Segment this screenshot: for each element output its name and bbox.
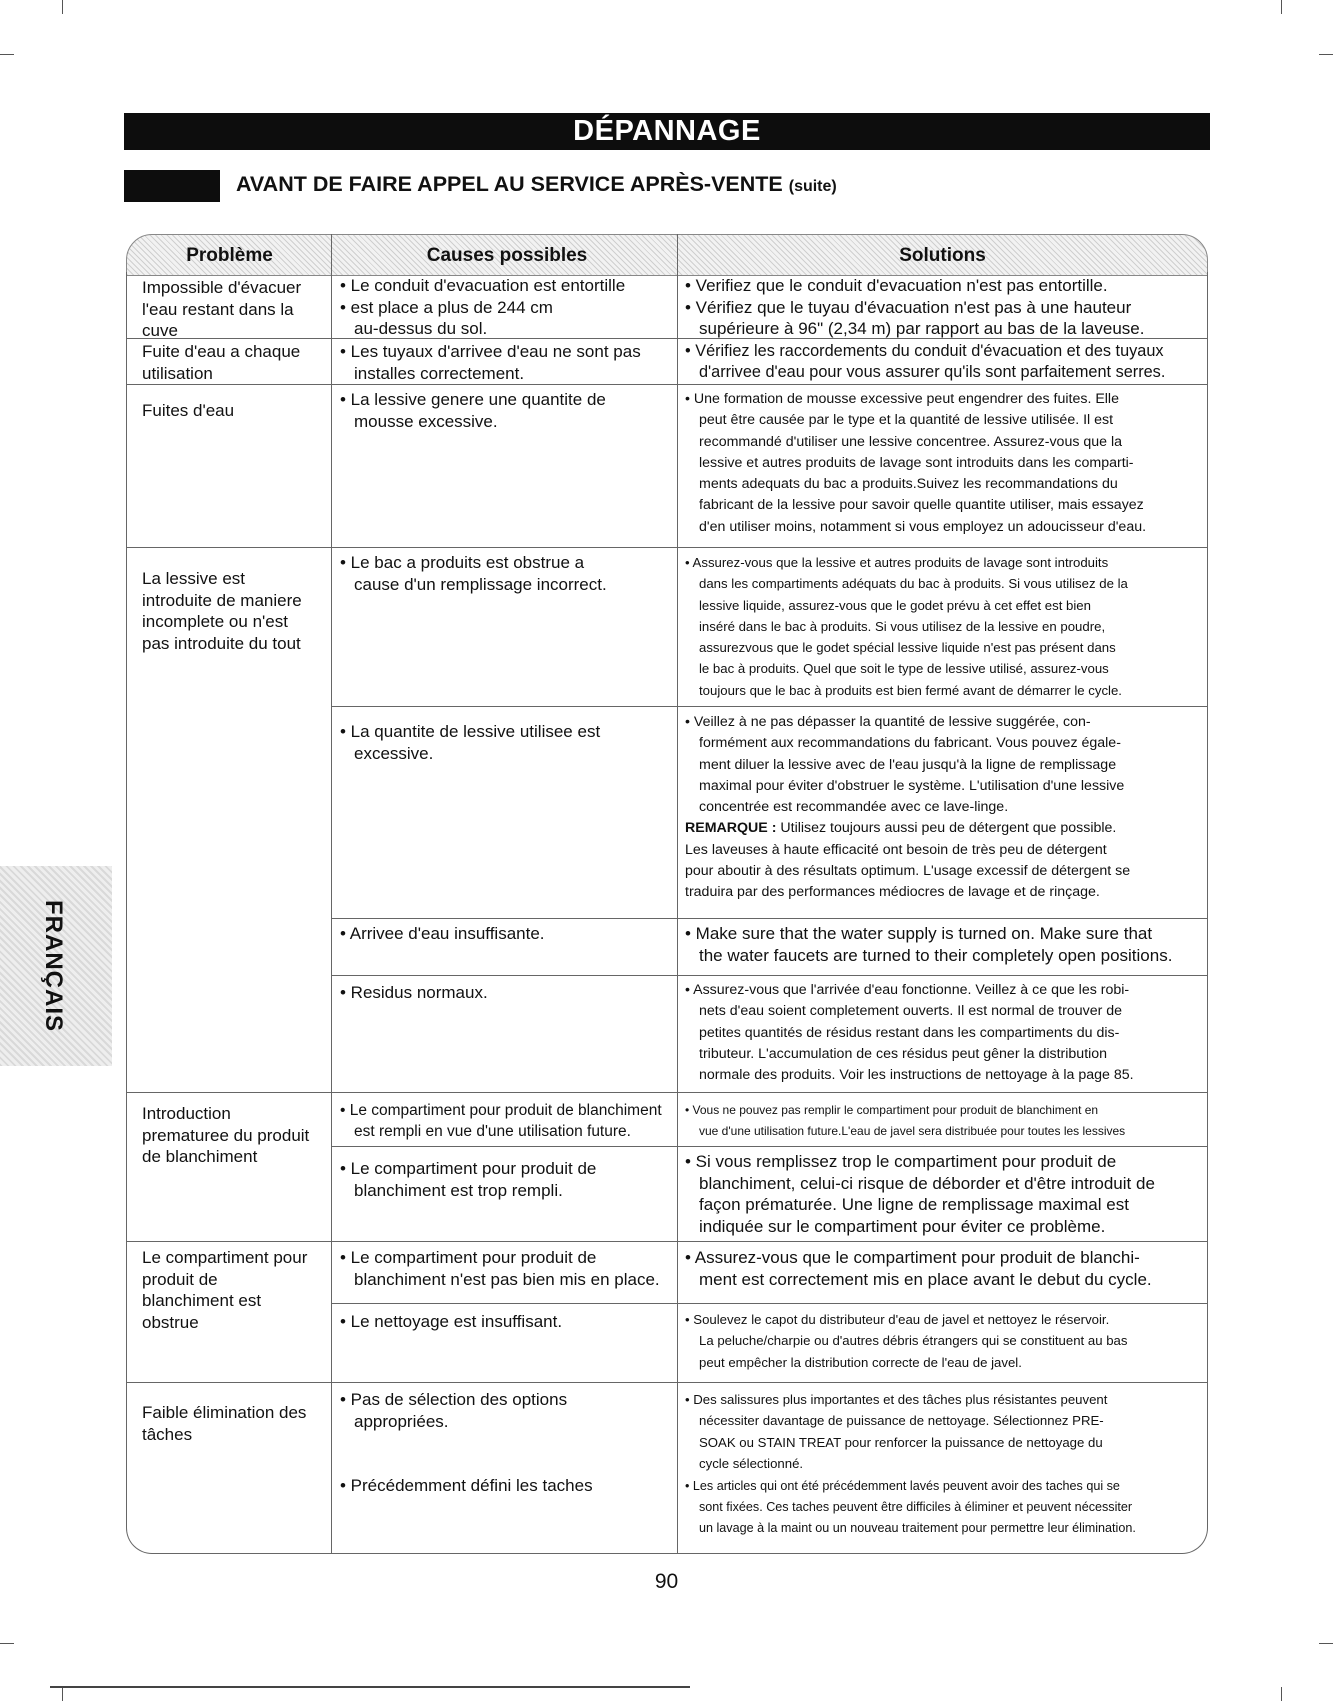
cause-cell bbox=[340, 1389, 567, 1432]
problem-line: Introduction bbox=[142, 1104, 231, 1123]
problem-cell bbox=[142, 277, 301, 342]
column-divider bbox=[331, 234, 332, 1554]
solution-line: • Veillez à ne pas dépasser la quantité de lessive suggérée, con- bbox=[685, 714, 1091, 730]
solution-line: maximal pour éviter d'obstruer le système. L'utilisation d'une lessive bbox=[699, 777, 1125, 794]
solution-line: cycle sélectionné. bbox=[699, 1455, 804, 1471]
solution-cell bbox=[685, 980, 1134, 1086]
page-number: 90 bbox=[654, 1570, 679, 1593]
header-solutions: Solutions bbox=[899, 245, 986, 266]
problem-cell bbox=[142, 1402, 306, 1445]
problem-line: pas introduite du tout bbox=[142, 633, 301, 653]
cause-line: • La lessive genere une quantite de bbox=[340, 390, 606, 409]
heading-marker bbox=[124, 170, 220, 202]
problem-line: Le compartiment pour bbox=[142, 1248, 308, 1267]
cause-cell bbox=[340, 721, 600, 764]
problem-line: blanchiment est bbox=[142, 1291, 262, 1310]
solution-cell bbox=[685, 341, 1165, 384]
cause-cell bbox=[340, 1311, 562, 1333]
solution-line: • Assurez-vous que la lessive et autres produits de lavage sont introduits bbox=[685, 555, 1109, 570]
solution-cell bbox=[685, 1100, 1125, 1142]
solution-line: • Soulevez le capot du distributeur d'eau de javel et nettoyez le réservoir. bbox=[685, 1312, 1110, 1327]
solution-line: d'en utiliser moins, notamment si vous employez un adoucisseur d'eau. bbox=[699, 518, 1147, 535]
solution-cell bbox=[685, 712, 1130, 904]
solution-line: formément aux recommandations du fabricant. Vous pouvez égale- bbox=[699, 735, 1121, 752]
solution-cell bbox=[685, 1389, 1107, 1474]
row-divider bbox=[331, 706, 1208, 707]
solution-line: • Vous ne pouvez pas remplir le compartiment pour produit de blanchiment en bbox=[685, 1103, 1099, 1117]
row-divider bbox=[126, 1092, 1208, 1093]
cause-line: • Le nettoyage est insuffisant. bbox=[340, 1312, 563, 1331]
solution-line: d'arrivee d'eau pour vous assurer qu'ils sont parfaitement serres. bbox=[699, 363, 1166, 382]
solution-line: • Une formation de mousse excessive peut engendrer des fuites. Elle bbox=[685, 391, 1119, 407]
crop-mark bbox=[1319, 1643, 1333, 1644]
cause-line: • Residus normaux. bbox=[340, 983, 488, 1002]
row-divider bbox=[126, 547, 1208, 548]
cause-cell bbox=[340, 1247, 660, 1290]
cause-line: au-dessus du sol. bbox=[354, 319, 488, 338]
crop-mark bbox=[62, 1687, 63, 1701]
row-divider bbox=[331, 918, 1208, 919]
crop-mark bbox=[1281, 1687, 1282, 1701]
cause-line: • Le compartiment pour produit de bbox=[340, 1248, 597, 1267]
cause-line: blanchiment est trop rempli. bbox=[354, 1180, 563, 1200]
problem-line: Faible élimination des bbox=[142, 1403, 307, 1422]
problem-line: Impossible d'évacuer bbox=[142, 278, 302, 297]
table-header bbox=[126, 234, 1208, 276]
solution-line: • Vérifiez les raccordements du conduit d'évacuation et des tuyaux bbox=[685, 342, 1164, 360]
solution-line: concentrée est recommandée avec ce lave-linge. bbox=[699, 799, 1009, 816]
troubleshooting-table bbox=[126, 234, 1208, 1555]
cause-cell bbox=[340, 552, 607, 595]
solution-line: • Make sure that the water supply is turned on. Make sure that bbox=[685, 924, 1153, 943]
solution-line: the water faucets are turned to their completely open positions. bbox=[699, 945, 1173, 965]
row-divider bbox=[331, 1146, 1208, 1147]
problem-cell bbox=[142, 341, 300, 384]
solution-line: un lavage à la maint ou un nouveau traitement pour permettre leur élimination. bbox=[699, 1521, 1136, 1535]
cause-cell bbox=[340, 923, 545, 945]
solution-line: dans les compartiments adéquats du bac à produits. Si vous utilisez de la bbox=[699, 576, 1128, 592]
cause-line: cause d'un remplissage incorrect. bbox=[354, 574, 607, 594]
solution-cell bbox=[685, 552, 1128, 701]
solution-line: • Des salissures plus importantes et des tâches plus résistantes peuvent bbox=[685, 1392, 1108, 1407]
cause-cell bbox=[340, 1475, 593, 1497]
solution-line: ment est correctement mis en place avant le debut du cycle. bbox=[699, 1269, 1152, 1289]
solution-line: • Assurez-vous que l'arrivée d'eau fonctionne. Veillez à ce que les robi- bbox=[685, 982, 1130, 998]
solution-line: fabricant de la lessive pour savoir quelle quantite utiliser, mais essayez bbox=[699, 497, 1144, 514]
solution-line: recommandé d'utiliser une lessive concentree. Assurez-vous que la bbox=[699, 433, 1123, 450]
problem-line: produit de bbox=[142, 1269, 218, 1289]
solution-line: blanchiment, celui-ci risque de déborder et d'être introduit de bbox=[699, 1173, 1155, 1193]
solution-line: • Assurez-vous que le compartiment pour produit de blanchi- bbox=[685, 1248, 1140, 1267]
cause-line: • Arrivee d'eau insuffisante. bbox=[340, 924, 545, 943]
cause-line: • Pas de sélection des options bbox=[340, 1390, 568, 1409]
cause-line: • Le bac a produits est obstrue a bbox=[340, 553, 585, 572]
subsection-heading bbox=[236, 172, 837, 197]
solution-line: indiquée sur le compartiment pour éviter ce problème. bbox=[699, 1216, 1106, 1236]
cause-line: appropriées. bbox=[354, 1411, 449, 1431]
problem-cell bbox=[142, 400, 234, 422]
solution-line: façon prématurée. Une ligne de remplissage maximal est bbox=[699, 1195, 1129, 1214]
cause-line: • Le compartiment pour produit de blanchiment bbox=[340, 1102, 662, 1119]
side-tab-label: FRANÇAIS bbox=[40, 900, 67, 1032]
solution-line: toujours que le bac à produits est bien fermé avant de démarrer le cycle. bbox=[699, 682, 1122, 698]
cause-line: • Précédemment défini les taches bbox=[340, 1476, 593, 1495]
cause-line: installes correctement. bbox=[354, 363, 525, 383]
cause-cell bbox=[340, 982, 488, 1004]
cause-cell bbox=[340, 1100, 662, 1143]
language-side-tab bbox=[0, 866, 112, 1066]
column-divider bbox=[677, 234, 678, 1554]
problem-line: cuve bbox=[142, 321, 178, 340]
subsection-title: AVANT DE FAIRE APPEL AU SERVICE APRÈS-VENTE bbox=[236, 172, 783, 196]
solution-line: La peluche/charpie ou d'autres débris étrangers qui se constituent au bas bbox=[699, 1333, 1128, 1349]
problem-line: Fuites d'eau bbox=[142, 401, 235, 420]
cause-line: mousse excessive. bbox=[354, 411, 498, 431]
solution-cell bbox=[685, 1151, 1155, 1237]
cause-line: • Les tuyaux d'arrivee d'eau ne sont pas bbox=[340, 342, 641, 361]
header-problem: Problème bbox=[186, 245, 273, 266]
crop-mark bbox=[0, 1643, 14, 1644]
crop-mark bbox=[1281, 0, 1282, 14]
solution-line: • Vérifiez que le tuyau d'évacuation n'est pas à une hauteur bbox=[685, 297, 1132, 317]
problem-cell bbox=[142, 1247, 307, 1333]
cause-cell bbox=[340, 1158, 596, 1201]
solution-line: sont fixées. Ces taches peuvent être difficiles à éliminer et peuvent nécessiter bbox=[699, 1500, 1133, 1514]
problem-line: incomplete ou n'est bbox=[142, 612, 288, 631]
solution-line: lessive et autres produits de lavage sont introduits dans les comparti- bbox=[699, 454, 1134, 471]
solution-line: normale des produits. Voir les instructions de nettoyage à la page 85. bbox=[699, 1067, 1134, 1084]
cause-cell bbox=[340, 341, 641, 384]
problem-line: La lessive est bbox=[142, 569, 245, 588]
solution-line: supérieure à 96" (2,34 m) par rapport au bas de la laveuse. bbox=[699, 319, 1145, 338]
solution-line: le bac à produits. Quel que soit le type de lessive utilisé, assurez-vous bbox=[699, 661, 1109, 677]
problem-cell bbox=[142, 568, 302, 654]
solution-line: ments adequats du bac a produits.Suivez les recommandations du bbox=[699, 476, 1118, 493]
solution-cell bbox=[685, 1309, 1127, 1373]
remarque-line bbox=[685, 818, 1130, 839]
remarque-label: REMARQUE : bbox=[685, 820, 777, 837]
problem-line: obstrue bbox=[142, 1312, 199, 1332]
row-divider bbox=[331, 1303, 1208, 1304]
solution-line: • Les articles qui ont été précédemment lavés peuvent avoir des taches qui se bbox=[685, 1479, 1120, 1493]
solution-line: petites quantités de résidus restant dans les compartiments du dis- bbox=[699, 1024, 1120, 1041]
row-divider bbox=[126, 1241, 1208, 1242]
subsection-suffix: (suite) bbox=[788, 178, 837, 195]
problem-line: l'eau restant dans la bbox=[142, 299, 294, 319]
remarque-line: Les laveuses à haute efficacité ont besoin de très peu de détergent bbox=[685, 841, 1107, 858]
crop-mark bbox=[1319, 54, 1333, 55]
solution-cell bbox=[685, 1247, 1152, 1290]
solution-line: assurezvous que le godet spécial lessive liquide n'est pas présent dans bbox=[699, 640, 1116, 656]
remarque-text: Utilisez toujours aussi peu de détergent que possible. bbox=[776, 820, 1117, 837]
solution-line: nécessiter davantage de puissance de nettoyage. Sélectionnez PRE- bbox=[699, 1413, 1104, 1429]
remarque-line: traduira par des performances médiocres de lavage et de rinçage. bbox=[685, 884, 1100, 901]
cause-cell bbox=[340, 389, 606, 432]
problem-line: tâches bbox=[142, 1424, 193, 1444]
section-title: DÉPANNAGE bbox=[124, 113, 1210, 150]
solution-cell bbox=[685, 923, 1172, 966]
bottom-rule bbox=[50, 1686, 690, 1688]
cause-cell bbox=[340, 275, 625, 340]
problem-line: introduite de maniere bbox=[142, 590, 302, 610]
solution-line: inséré dans le bac à produits. Si vous utilisez de la lessive en poudre, bbox=[699, 618, 1106, 634]
cause-line: excessive. bbox=[354, 743, 434, 763]
problem-line: Fuite d'eau a chaque bbox=[142, 342, 301, 361]
problem-cell bbox=[142, 1103, 309, 1168]
solution-cell bbox=[685, 1476, 1136, 1539]
row-divider bbox=[331, 975, 1208, 976]
crop-mark bbox=[0, 54, 14, 55]
cause-line: • Le compartiment pour produit de bbox=[340, 1159, 597, 1178]
solution-line: peut empêcher la distribution correcte de l'eau de javel. bbox=[699, 1354, 1022, 1370]
solution-line: SOAK ou STAIN TREAT pour renforcer la puissance de nettoyage du bbox=[699, 1434, 1103, 1450]
problem-line: utilisation bbox=[142, 363, 213, 383]
solution-line: tributeur. L'accumulation de ces résidus peut gêner la distribution bbox=[699, 1045, 1108, 1062]
crop-mark bbox=[62, 0, 63, 14]
problem-line: de blanchiment bbox=[142, 1147, 258, 1166]
solution-line: • Verifiez que le conduit d'evacuation n'est pas entortille. bbox=[685, 276, 1108, 295]
solution-line: lessive liquide, assurez-vous que le godet prévu à cet effet est bien bbox=[699, 597, 1091, 613]
solution-line: • Si vous remplissez trop le compartiment pour produit de bbox=[685, 1152, 1117, 1171]
cause-line: • La quantite de lessive utilisee est bbox=[340, 722, 601, 741]
remarque-line: pour aboutir à des résultats optimum. L'usage excessif de détergent se bbox=[685, 863, 1131, 880]
solution-line: vue d'une utilisation future.L'eau de javel sera distribuée pour toutes les lessives bbox=[699, 1124, 1126, 1138]
solution-cell bbox=[685, 389, 1146, 538]
cause-line: est rempli en vue d'une utilisation future. bbox=[354, 1123, 631, 1141]
cause-line: blanchiment n'est pas bien mis en place. bbox=[354, 1269, 660, 1289]
cause-line: • est place a plus de 244 cm bbox=[340, 297, 553, 317]
solution-line: ment diluer la lessive avec de l'eau jusqu'à la ligne de remplissage bbox=[699, 756, 1117, 773]
cause-line: • Le conduit d'evacuation est entortille bbox=[340, 276, 626, 295]
row-divider bbox=[126, 384, 1208, 385]
solution-line: peut être causée par le type et la quantité de lessive utilisée. Il est bbox=[699, 412, 1114, 429]
header-causes: Causes possibles bbox=[426, 245, 588, 266]
solution-cell bbox=[685, 275, 1144, 340]
problem-line: prematuree du produit bbox=[142, 1125, 310, 1145]
row-divider bbox=[126, 1382, 1208, 1383]
solution-line: nets d'eau soient completement ouverts. Il est normal de trouver de bbox=[699, 1003, 1123, 1020]
